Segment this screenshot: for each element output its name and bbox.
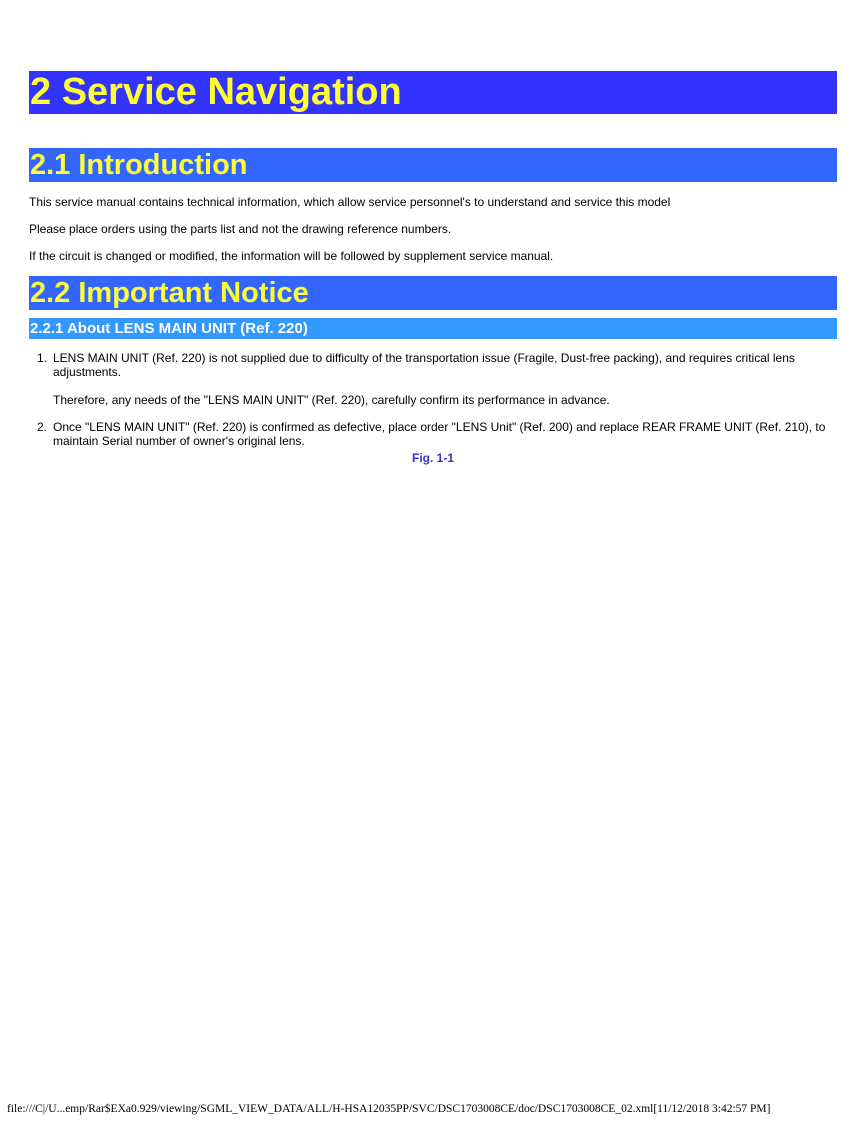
list-item xyxy=(29,351,837,407)
chapter-title: 2 Service Navigation xyxy=(29,71,837,114)
section-heading-important-notice: 2.2 Important Notice xyxy=(29,276,837,310)
subsection-heading-lens-main-unit: 2.2.1 About LENS MAIN UNIT (Ref. 220) xyxy=(29,318,837,339)
list-item-number: 2. xyxy=(37,420,48,434)
list-item-number: 1. xyxy=(37,351,48,365)
document-page xyxy=(29,71,837,465)
list-item xyxy=(29,420,837,448)
introduction-paragraph: Please place orders using the parts list and not the drawing reference numbers. xyxy=(29,222,452,236)
list-item-text: LENS MAIN UNIT (Ref. 220) is not supplied due to difficulty of the transportation issue (Fragile, Dust-free packing), and requires critical lens adjustments. xyxy=(53,351,795,379)
section-heading-introduction: 2.1 Introduction xyxy=(29,148,837,182)
page-footer-path: file:///C|/U...emp/Rar$EXa0.929/viewing/SGML_VIEW_DATA/ALL/H-HSA12035PP/SVC/DSC1703008CE/doc/DSC1703008CE_02.xml[11/12/2018 3:42:57 PM] xyxy=(7,1103,771,1115)
notice-list xyxy=(29,351,837,448)
list-item-note: Therefore, any needs of the "LENS MAIN UNIT" (Ref. 220), carefully confirm its performance in advance. xyxy=(53,393,610,407)
list-item-text: Once "LENS MAIN UNIT" (Ref. 220) is confirmed as defective, place order "LENS Unit" (Ref. 200) and replace REAR FRAME UNIT (Ref. 210), to maintain Serial number of owner's original lens. xyxy=(53,420,826,448)
introduction-paragraph: This service manual contains technical information, which allow service personnel's to understand and service this model xyxy=(29,195,671,209)
introduction-paragraph: If the circuit is changed or modified, the information will be followed by supplement service manual. xyxy=(29,249,554,263)
figure-caption: Fig. 1-1 xyxy=(411,451,454,465)
